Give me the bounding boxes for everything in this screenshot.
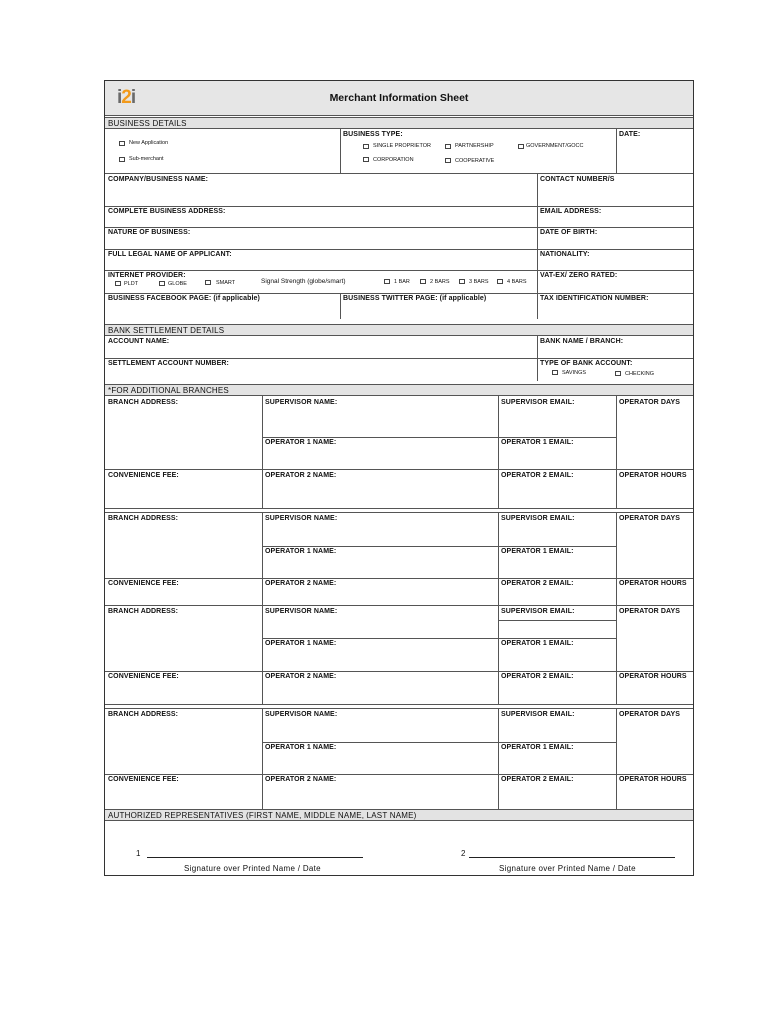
divider bbox=[616, 129, 617, 173]
field-label: COOPERATIVE bbox=[455, 158, 495, 164]
divider bbox=[340, 293, 341, 319]
field-label: OPERATOR DAYS bbox=[619, 515, 681, 522]
field-label: TYPE OF BANK ACCOUNT: bbox=[540, 360, 633, 367]
single-proprietor-checkbox[interactable] bbox=[363, 144, 369, 149]
field-label: OPERATOR DAYS bbox=[619, 608, 681, 615]
divider bbox=[105, 469, 693, 470]
divider bbox=[262, 546, 616, 547]
field-label: DATE: bbox=[619, 131, 641, 138]
field-label: BANK NAME / BRANCH: bbox=[540, 338, 624, 345]
signal-2-bars-checkbox[interactable] bbox=[420, 279, 426, 284]
field-label: OPERATOR 2 EMAIL: bbox=[501, 776, 574, 783]
divider bbox=[262, 396, 263, 508]
field-label: OPERATOR HOURS bbox=[619, 580, 687, 587]
field-label: OPERATOR 2 EMAIL: bbox=[501, 580, 574, 587]
field-label: PARTNERSHIP bbox=[455, 143, 494, 149]
field-label: SUPERVISOR EMAIL: bbox=[501, 399, 575, 406]
divider bbox=[262, 638, 616, 639]
field-label: TAX IDENTIFICATION NUMBER: bbox=[540, 295, 649, 302]
field-label: 2 bbox=[461, 849, 466, 858]
field-label: OPERATOR 1 NAME: bbox=[265, 640, 337, 647]
field-label: CONVENIENCE FEE: bbox=[108, 472, 179, 479]
divider bbox=[616, 605, 617, 704]
corporation-checkbox[interactable] bbox=[363, 157, 369, 162]
signature-line-2[interactable] bbox=[469, 857, 675, 858]
field-label: OPERATOR 1 EMAIL: bbox=[501, 744, 574, 751]
field-label: EMAIL ADDRESS: bbox=[540, 208, 602, 215]
field-label: GOVERNMENT/GOCC bbox=[526, 143, 584, 149]
divider bbox=[498, 512, 499, 605]
field-label: OPERATOR 2 NAME: bbox=[265, 472, 337, 479]
field-label: DATE OF BIRTH: bbox=[540, 229, 598, 236]
field-label: CONVENIENCE FEE: bbox=[108, 673, 179, 680]
divider bbox=[105, 270, 693, 271]
field-label: OPERATOR 1 NAME: bbox=[265, 548, 337, 555]
field-label: SMART bbox=[216, 280, 236, 286]
divider bbox=[105, 227, 693, 228]
field-label: ACCOUNT NAME: bbox=[108, 338, 170, 345]
section-authorized-representatives: AUTHORIZED REPRESENTATIVES (FIRST NAME, MIDDLE NAME, LAST NAME) bbox=[105, 809, 693, 821]
field-label: NATURE OF BUSINESS: bbox=[108, 229, 191, 236]
field-label: CHECKING bbox=[625, 371, 655, 377]
sub-merchant-checkbox[interactable] bbox=[119, 157, 125, 162]
field-label: New Application bbox=[129, 140, 169, 146]
field-label: INTERNET PROVIDER: bbox=[108, 272, 186, 279]
merchant-information-form bbox=[104, 80, 694, 876]
field-label: CONTACT NUMBER/S bbox=[540, 176, 615, 183]
divider bbox=[105, 704, 693, 705]
section-bank-settlement: BANK SETTLEMENT DETAILS bbox=[105, 324, 693, 336]
divider bbox=[105, 605, 693, 606]
divider bbox=[616, 708, 617, 809]
divider bbox=[105, 249, 693, 250]
divider bbox=[616, 396, 617, 508]
field-label: BRANCH ADDRESS: bbox=[108, 711, 179, 718]
field-label: VAT-EX/ ZERO RATED: bbox=[540, 272, 618, 279]
divider bbox=[498, 396, 499, 508]
company-logo: i2i bbox=[117, 87, 136, 108]
divider bbox=[262, 708, 263, 809]
divider bbox=[340, 129, 341, 173]
field-label: BRANCH ADDRESS: bbox=[108, 515, 179, 522]
field-label: BUSINESS TWITTER PAGE: (if applicable) bbox=[343, 295, 487, 302]
divider bbox=[262, 512, 263, 605]
field-label: SINGLE PROPRIETOR bbox=[373, 143, 431, 149]
field-label: SUPERVISOR EMAIL: bbox=[501, 711, 575, 718]
savings-checkbox[interactable] bbox=[552, 370, 558, 375]
field-label: BUSINESS TYPE: bbox=[343, 131, 403, 138]
signature-line-1[interactable] bbox=[147, 857, 363, 858]
field-label: CONVENIENCE FEE: bbox=[108, 580, 179, 587]
divider bbox=[262, 437, 616, 438]
divider bbox=[105, 774, 693, 775]
divider bbox=[498, 708, 499, 809]
divider bbox=[262, 605, 263, 704]
field-label: OPERATOR 1 NAME: bbox=[265, 744, 337, 751]
field-label: OPERATOR 2 NAME: bbox=[265, 673, 337, 680]
field-label: OPERATOR 1 EMAIL: bbox=[501, 640, 574, 647]
field-label: OPERATOR 2 NAME: bbox=[265, 580, 337, 587]
field-label: OPERATOR 2 NAME: bbox=[265, 776, 337, 783]
field-label: GLOBE bbox=[168, 281, 187, 287]
field-label: CORPORATION bbox=[373, 157, 414, 163]
section-additional-branches: *FOR ADDITIONAL BRANCHES bbox=[105, 384, 693, 396]
field-label: 3 BARS bbox=[469, 279, 489, 285]
field-label: OPERATOR HOURS bbox=[619, 472, 687, 479]
divider bbox=[105, 173, 693, 174]
field-label: 1 bbox=[136, 849, 141, 858]
partnership-checkbox[interactable] bbox=[445, 144, 451, 149]
field-label: OPERATOR 1 EMAIL: bbox=[501, 548, 574, 555]
cooperative-checkbox[interactable] bbox=[445, 158, 451, 163]
field-label: Signature over Printed Name / Date bbox=[499, 864, 636, 873]
divider bbox=[105, 671, 693, 672]
field-label: OPERATOR 2 EMAIL: bbox=[501, 472, 574, 479]
divider bbox=[537, 173, 538, 319]
field-label: 1 BAR bbox=[394, 279, 410, 285]
field-label: BUSINESS FACEBOOK PAGE: (if applicable) bbox=[108, 295, 260, 302]
field-label: SUPERVISOR EMAIL: bbox=[501, 608, 575, 615]
divider bbox=[105, 578, 693, 579]
field-label: OPERATOR 1 EMAIL: bbox=[501, 439, 574, 446]
field-label: COMPANY/BUSINESS NAME: bbox=[108, 176, 209, 183]
field-label: 2 BARS bbox=[430, 279, 450, 285]
field-label: SUPERVISOR NAME: bbox=[265, 711, 338, 718]
field-label: Signal Strength (globe/smart) bbox=[261, 278, 346, 285]
field-label: OPERATOR HOURS bbox=[619, 673, 687, 680]
pldt-checkbox[interactable] bbox=[115, 281, 121, 286]
divider bbox=[262, 742, 616, 743]
field-label: OPERATOR HOURS bbox=[619, 776, 687, 783]
divider bbox=[105, 206, 693, 207]
globe-checkbox[interactable] bbox=[159, 281, 165, 286]
new-application-checkbox[interactable] bbox=[119, 141, 125, 146]
section-business-details: BUSINESS DETAILS bbox=[105, 117, 693, 129]
field-label: FULL LEGAL NAME OF APPLICANT: bbox=[108, 251, 232, 258]
divider bbox=[105, 508, 693, 509]
field-label: BRANCH ADDRESS: bbox=[108, 608, 179, 615]
field-label: OPERATOR DAYS bbox=[619, 399, 681, 406]
government-gocc-checkbox[interactable] bbox=[518, 144, 524, 149]
field-label: OPERATOR DAYS bbox=[619, 711, 681, 718]
divider bbox=[498, 620, 616, 621]
form-header bbox=[105, 81, 693, 116]
signal-4-bars-checkbox[interactable] bbox=[497, 279, 503, 284]
field-label: OPERATOR 1 NAME: bbox=[265, 439, 337, 446]
signal-3-bars-checkbox[interactable] bbox=[459, 279, 465, 284]
field-label: Sub-merchant bbox=[129, 156, 164, 162]
field-label: SAVINGS bbox=[562, 370, 587, 376]
divider bbox=[616, 512, 617, 605]
field-label: NATIONALITY: bbox=[540, 251, 590, 258]
field-label: SUPERVISOR NAME: bbox=[265, 515, 338, 522]
field-label: CONVENIENCE FEE: bbox=[108, 776, 179, 783]
divider bbox=[105, 293, 693, 294]
field-label: SUPERVISOR NAME: bbox=[265, 608, 338, 615]
field-label: BRANCH ADDRESS: bbox=[108, 399, 179, 406]
smart-checkbox[interactable] bbox=[205, 280, 211, 285]
divider bbox=[105, 512, 693, 513]
field-label: SUPERVISOR EMAIL: bbox=[501, 515, 575, 522]
field-label: SUPERVISOR NAME: bbox=[265, 399, 338, 406]
field-label: SETTLEMENT ACCOUNT NUMBER: bbox=[108, 360, 229, 367]
field-label: OPERATOR 2 EMAIL: bbox=[501, 673, 574, 680]
divider bbox=[105, 358, 693, 359]
field-label: 4 BARS bbox=[507, 279, 527, 285]
checking-checkbox[interactable] bbox=[615, 371, 621, 376]
field-label: PLDT bbox=[124, 281, 139, 287]
page-title: Merchant Information Sheet bbox=[329, 92, 469, 104]
field-label: COMPLETE BUSINESS ADDRESS: bbox=[108, 208, 226, 215]
field-label: Signature over Printed Name / Date bbox=[184, 864, 321, 873]
signal-1-bar-checkbox[interactable] bbox=[384, 279, 390, 284]
divider bbox=[105, 708, 693, 709]
